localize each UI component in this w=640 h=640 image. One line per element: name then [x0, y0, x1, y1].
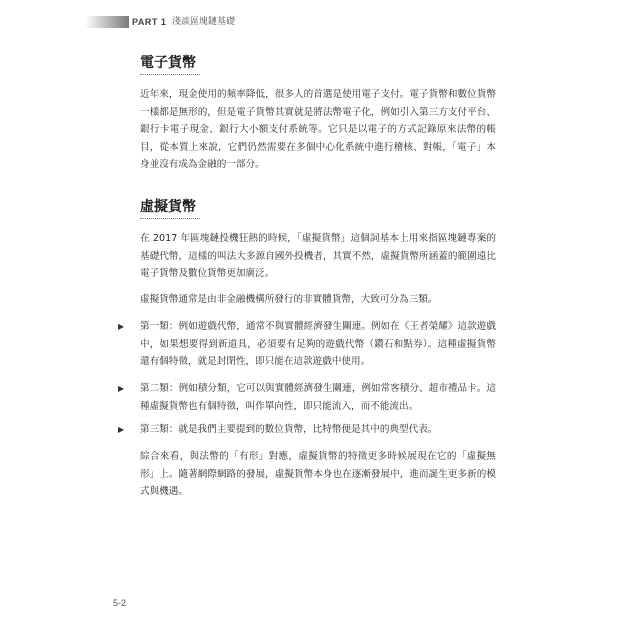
paragraph-electronic-money: 近年來，現金使用的頻率降低，很多人的首選是使用電子支付。電子貨幣和數位貨幣一樣都是無形的，但是電子貨幣其實就是將法幣電子化，例如引入第三方支付平台、銀行卡電子現金、銀行大小額支付系統等。它只是以電子的方式記錄原來法幣的帳目，從本質上來說，它們仍然需要在多個中心化系統中進行稽核、對帳，「電子」本身並沒有成為金融的一部分。	[140, 89, 496, 170]
header-part-label: PART 1	[132, 17, 167, 27]
triangle-bullet-icon: ▶	[118, 384, 125, 393]
section-title-virtual-currency: 虛擬貨幣	[140, 199, 196, 215]
list-item-text: 第一類：例如遊戲代幣，通常不與實體經濟發生關連。例如在《王者榮耀》這款遊戲中，如果想要得到新道具，必須要有足夠的遊戲代幣（鑽石和點券）。這種虛擬貨幣還有個特徵，就是封閉性，即只能在這款遊戲中使用。	[140, 321, 496, 367]
list-item-text: 第三類：就是我們主要提到的數位貨幣，比特幣便是其中的典型代表。	[140, 424, 438, 435]
header-chapter-title: 淺談區塊鏈基礎	[172, 17, 236, 27]
section-title-underline	[140, 74, 200, 75]
header-gradient-bar	[85, 16, 129, 28]
paragraph-virtual-currency-categories: 虛擬貨幣通常是由非金融機構所發行的非實體貨幣，大致可分為三類。	[140, 294, 438, 305]
section-title-electronic-money: 電子貨幣	[140, 55, 196, 71]
paragraph-virtual-currency-summary: 綜合來看，與法幣的「有形」對應，虛擬貨幣的特徵更多時候展現在它的「虛擬無形」上。隨著網際網路的發展，虛擬貨幣本身也在逐漸發展中，進而誕生更多新的模式與機遇。	[140, 451, 496, 497]
list-item-text: 第二類：例如積分類，它可以與實體經濟發生關連，例如常客積分、超市禮品卡。這種虛擬貨幣也有個特徵，叫作單向性，即只能流入，而不能流出。	[140, 383, 496, 412]
page-number: 5-2	[113, 598, 127, 608]
section-title-underline	[140, 218, 200, 219]
paragraph-virtual-currency-intro: 在 2017 年區塊鏈投機狂熱的時候，「虛擬貨幣」這個詞基本上用來指區塊鏈專案的基礎代幣，這樣的叫法大多源自國外投機者，其實不然，虛擬貨幣所涵蓋的範圍遠比電子貨幣及數位貨幣更加廣泛。	[140, 233, 496, 279]
triangle-bullet-icon: ▶	[118, 322, 125, 331]
triangle-bullet-icon: ▶	[118, 425, 125, 434]
